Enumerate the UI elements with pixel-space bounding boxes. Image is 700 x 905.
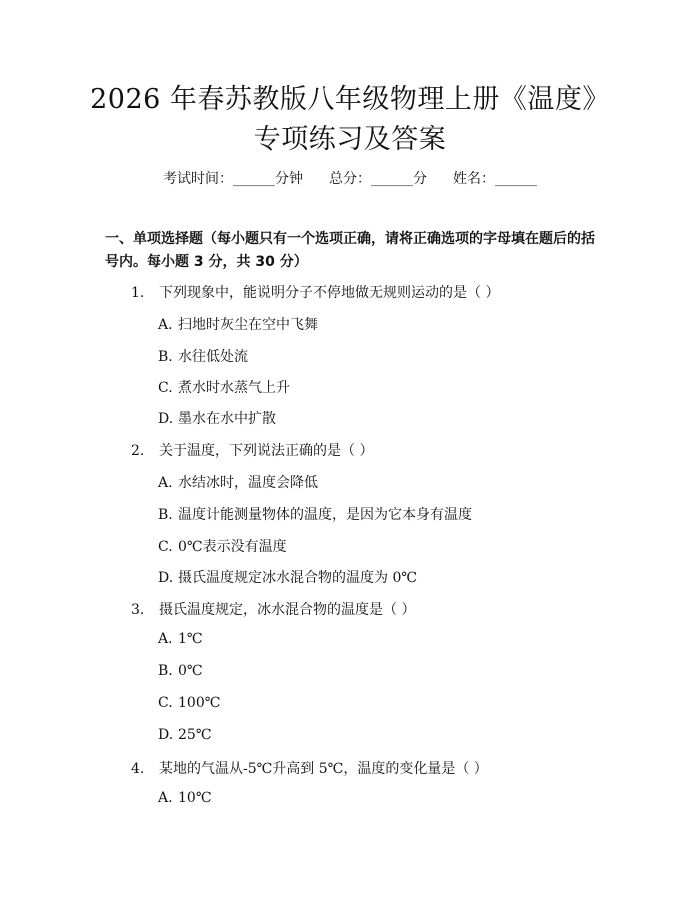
question-text: 某地的气温从-5℃升高到 5℃，温度的变化量是（ ） xyxy=(159,761,488,777)
question-number: 3. xyxy=(131,602,145,618)
option-2a xyxy=(158,472,318,492)
option-label: A. xyxy=(158,790,173,806)
exam-time-field: 考试时间：______分钟 xyxy=(163,171,303,187)
question-number: 2. xyxy=(131,443,145,459)
option-text: 25℃ xyxy=(178,727,212,743)
question-text: 关于温度，下列说法正确的是（ ） xyxy=(159,443,374,459)
option-text: 0℃ xyxy=(178,663,203,679)
option-text: 墨水在水中扩散 xyxy=(178,411,276,427)
option-1a xyxy=(158,314,318,334)
option-text: 10℃ xyxy=(178,790,212,806)
option-3a xyxy=(158,631,203,647)
option-1b xyxy=(158,346,248,366)
option-2c xyxy=(158,536,287,556)
option-text: 水结冰时，温度会降低 xyxy=(178,475,318,491)
question-number: 4. xyxy=(131,761,145,777)
option-text: 水往低处流 xyxy=(178,349,248,365)
option-text: 扫地时灰尘在空中飞舞 xyxy=(178,317,318,333)
option-text: 0℃表示没有温度 xyxy=(178,539,287,555)
exam-info-line xyxy=(0,168,700,188)
option-label: C. xyxy=(158,695,173,711)
question-2 xyxy=(131,440,373,460)
question-text: 下列现象中，能说明分子不停地做无规则运动的是（ ） xyxy=(159,285,500,301)
option-label: A. xyxy=(158,475,173,491)
option-2d xyxy=(158,567,417,587)
section-heading: 一、单项选择题（每小题只有一个选项正确，请将正确选项的字母填在题后的括号内。每小题 3 分，共 30 分） xyxy=(105,231,595,270)
question-number: 1. xyxy=(131,285,145,301)
document-title: 2026 年春苏教版八年级物理上册《温度》专项练习及答案 xyxy=(90,84,610,155)
option-label: B. xyxy=(158,663,173,679)
option-2b xyxy=(158,504,472,524)
question-text: 摄氏温度规定，冰水混合物的温度是（ ） xyxy=(159,602,416,618)
option-1c xyxy=(158,377,290,397)
question-1 xyxy=(131,282,499,302)
option-label: A. xyxy=(158,631,173,647)
option-label: C. xyxy=(158,539,173,555)
option-label: D. xyxy=(158,727,174,743)
option-label: C. xyxy=(158,380,173,396)
option-3b xyxy=(158,663,203,679)
option-text: 100℃ xyxy=(178,695,221,711)
option-label: B. xyxy=(158,507,173,523)
option-label: A. xyxy=(158,317,173,333)
question-3 xyxy=(131,599,415,619)
option-3d xyxy=(158,727,211,743)
option-4a xyxy=(158,790,211,806)
option-label: D. xyxy=(158,570,174,586)
option-3c xyxy=(158,695,220,711)
total-score-field: 总分：______分 xyxy=(329,171,427,187)
option-text: 温度计能测量物体的温度，是因为它本身有温度 xyxy=(178,507,472,523)
option-label: B. xyxy=(158,349,173,365)
option-text: 摄氏温度规定冰水混合物的温度为 0℃ xyxy=(178,570,418,586)
name-field: 姓名：______ xyxy=(453,171,537,187)
question-4 xyxy=(131,758,488,778)
option-text: 煮水时水蒸气上升 xyxy=(178,380,290,396)
option-1d xyxy=(158,408,276,428)
option-label: D. xyxy=(158,411,174,427)
option-text: 1℃ xyxy=(178,631,203,647)
